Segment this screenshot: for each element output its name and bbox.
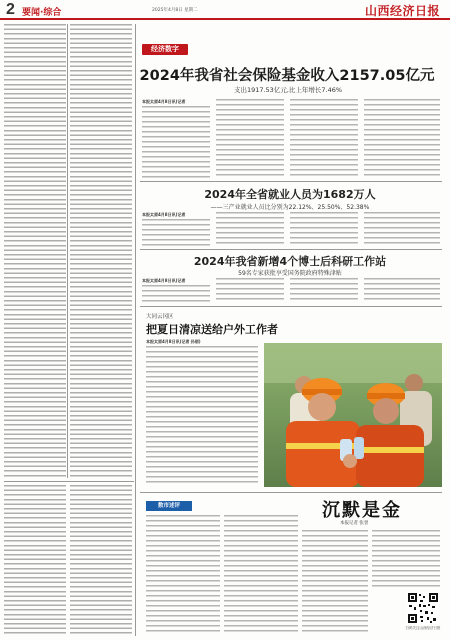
social-insurance-subhead: 支出1917.53亿元,比上年增长7.46% bbox=[233, 86, 343, 94]
social-insurance-col-2 bbox=[216, 99, 284, 178]
datong-body bbox=[146, 346, 258, 486]
social-insurance-headline: 2024年我省社会保险基金收入2157.05亿元 bbox=[139, 68, 435, 84]
page-number: 2 bbox=[6, 1, 15, 18]
postdoc-col-3 bbox=[290, 278, 358, 303]
postdoc-col-1 bbox=[142, 285, 210, 303]
lower-left-article-col-2 bbox=[70, 485, 132, 635]
postdoc-col-2 bbox=[216, 278, 284, 303]
qr-code-icon[interactable] bbox=[407, 592, 439, 624]
employment-headline: 2024年全省就业人员为1682万人 bbox=[204, 188, 376, 201]
section-divider bbox=[140, 181, 442, 182]
postdoc-col-4 bbox=[364, 278, 440, 303]
commentary-col-1 bbox=[146, 515, 220, 635]
social-insurance-col-1 bbox=[142, 106, 210, 178]
section-divider bbox=[140, 249, 442, 250]
section-name: 要闻·综合 bbox=[22, 8, 62, 18]
commentary-tag: 数市述评 bbox=[146, 501, 192, 511]
photo-illustration bbox=[264, 343, 442, 487]
lower-left-article-col-1 bbox=[4, 485, 66, 635]
postdoc-byline: 本报太原4月8日讯(记者 bbox=[142, 278, 186, 283]
social-insurance-col-3 bbox=[290, 99, 358, 178]
employment-col-3 bbox=[290, 212, 358, 247]
postdoc-headline: 2024年我省新增4个博士后科研工作站 bbox=[193, 255, 387, 268]
newspaper-logo: 山西经济日报 bbox=[364, 4, 440, 18]
economy-tag: 经济数字 bbox=[142, 44, 188, 55]
employment-col-4 bbox=[364, 212, 440, 247]
section-divider bbox=[4, 481, 134, 482]
firefighter-photo bbox=[264, 343, 442, 487]
left-article-col-1 bbox=[4, 24, 66, 478]
datong-headline: 把夏日清凉送给户外工作者 bbox=[146, 323, 278, 336]
social-insurance-byline: 本报太原4月8日讯(记者 bbox=[142, 99, 186, 104]
commentary-col-4 bbox=[372, 530, 440, 588]
section-divider bbox=[140, 306, 442, 307]
qr-caption: 扫码关注山西经济日报 bbox=[405, 626, 441, 630]
employment-byline: 本报太原4月8日讯(记者 bbox=[142, 212, 186, 217]
issue-date: 2025年4月8日 星期二 bbox=[152, 8, 198, 13]
commentary-byline: 本报记者 张誉 bbox=[340, 521, 369, 526]
datong-kicker: 大同云冈区 bbox=[146, 314, 174, 320]
employment-col-1 bbox=[142, 219, 210, 247]
datong-byline: 本报太原4月8日讯(记者 孙丽) bbox=[146, 339, 201, 344]
page-header bbox=[0, 0, 450, 20]
commentary-col-3 bbox=[302, 530, 368, 635]
left-article-col-2 bbox=[70, 24, 132, 478]
commentary-col-2 bbox=[224, 515, 298, 635]
employment-col-2 bbox=[216, 212, 284, 247]
column-divider bbox=[135, 24, 136, 636]
postdoc-subhead: 59名专家获批享受国务院政府特殊津贴 bbox=[238, 270, 342, 277]
employment-subhead: ——三产业就业人员比分别为22.12%、25.50%、52.38% bbox=[210, 204, 370, 211]
section-divider bbox=[140, 492, 442, 493]
commentary-headline: 沉默是金 bbox=[322, 500, 402, 521]
column-divider bbox=[67, 24, 68, 478]
social-insurance-col-4 bbox=[364, 99, 440, 178]
